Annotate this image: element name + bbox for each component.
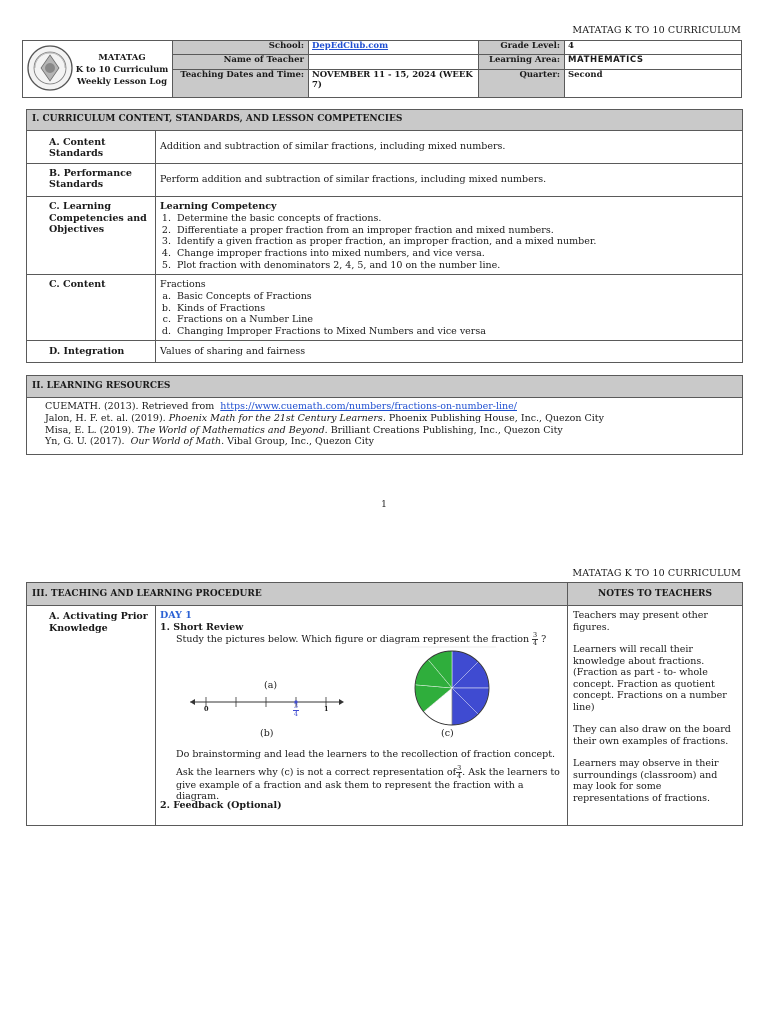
section-1-table (26, 109, 743, 363)
brainstorm-text: Do brainstorming and lead the learners to the recollection of fraction concept. (176, 749, 556, 760)
ask-text: Ask the learners why (c) is not a correct representation of $\frac{3}{4}$ . Ask the learners to (176, 764, 560, 780)
quarter-label: Quarter: (479, 69, 565, 98)
curriculum-label: MATATAG K TO 10 CURRICULUM (572, 25, 741, 36)
content-item (160, 291, 738, 303)
competency-item (160, 236, 738, 248)
competency-item (160, 260, 738, 272)
content-item-text: Basic Concepts of Fractions (177, 290, 312, 302)
competency-item-marker: 5. (161, 259, 171, 271)
school-label: School: (173, 41, 309, 55)
teacher-note: They can also draw on the board their own examples of fractions. (573, 724, 731, 747)
grade-value: 4 (565, 41, 742, 55)
number-line-three-fourths: 3 4 (293, 702, 299, 718)
dates-label: Teaching Dates and Time: (173, 69, 309, 98)
header-info-table (22, 40, 742, 98)
feedback-heading: 2. Feedback (Optional) (160, 800, 282, 811)
content-item-text: Fractions on a Number Line (177, 314, 314, 326)
competency-item (160, 248, 738, 260)
school-link[interactable]: DepEdClub.com (312, 41, 389, 51)
content-item (160, 326, 738, 338)
competency-item-text: Plot fraction with denominators 2, 4, 5, and 10 on the number line. (177, 259, 501, 271)
teacher-value (309, 55, 479, 69)
ask-text-continued: give example of a fraction and ask them to represent the fraction with a diagram. (176, 780, 524, 802)
integration-label: D. Integration (27, 341, 156, 363)
activating-label: A. Activating Prior Knowledge (27, 606, 156, 826)
teacher-label: Name of Teacher (173, 55, 309, 69)
content-item-text: Changing Improper Fractions to Mixed Numbers and vice versa (177, 326, 486, 338)
section-2-title: II. LEARNING RESOURCES (27, 376, 743, 398)
competency-item-text: Differentiate a proper fraction from an improper fraction and mixed numbers. (177, 224, 554, 236)
competency-item-text: Determine the basic concepts of fractions. (177, 212, 382, 224)
reference-2: Jalon, H. F. et. al. (2019). Phoenix Math for the 21st Century Learners. Phoenix Publishing House, Inc., Quezon City (45, 412, 604, 424)
logo-cell (23, 41, 173, 98)
content-item (160, 314, 738, 326)
section-3-title: III. TEACHING AND LEARNING PROCEDURE (27, 583, 568, 606)
competency-item-marker: 2. (161, 224, 171, 236)
competencies-label: C. Learning Competencies and Objectives (27, 197, 156, 275)
dates-value: NOVEMBER 11 - 15, 2024 (WEEK 7) (309, 69, 479, 98)
content-list (160, 291, 738, 338)
competency-list (160, 213, 738, 272)
number-line-one: 1 (324, 705, 329, 713)
reference-1: CUEMATH. (2013). Retrieved from https://www.cuemath.com/numbers/fractions-on-number-line/ (45, 401, 517, 412)
teacher-note: Learners will recall their knowledge about fractions. (Fraction as part - to- whole concept. Fraction as quotient concept. Fractions on a number line) (573, 644, 727, 713)
figure-b-label: (b) (260, 728, 274, 739)
competency-item-text: Identify a given fraction as proper fraction, an improper fraction, and a mixed number. (177, 236, 597, 248)
reference-4-title: Our World of Math (130, 436, 222, 448)
section-3-table (26, 582, 743, 826)
day-label: DAY 1 (160, 610, 192, 621)
section-1-title: I. CURRICULUM CONTENT, STANDARDS, AND LESSON COMPETENCIES (27, 110, 743, 131)
content-standards-label: A. Content Standards (27, 131, 156, 164)
teacher-note: Learners may observe in their surroundings (classroom) and may look for some representations of fractions. (573, 758, 719, 804)
competency-item-marker: 1. (161, 212, 171, 224)
curriculum-label-page-2: MATATAG K TO 10 CURRICULUM (572, 568, 741, 579)
fraction-three-fourths-inline: $\frac{3}{4}$ (457, 764, 462, 780)
competency-item (160, 225, 738, 237)
grade-label: Grade Level: (479, 41, 565, 55)
content-item-text: Kinds of Fractions (177, 302, 266, 314)
reference-4: Yn, G. U. (2017). Our World of Math. Vibal Group, Inc., Quezon City (45, 436, 374, 448)
figure-c-label: (c) (441, 728, 454, 739)
content-standards-text: Addition and subtraction of similar fractions, including mixed numbers. (156, 131, 743, 164)
logo-title-3: Weekly Lesson Log (76, 77, 168, 87)
content-item-marker: b. (161, 302, 171, 314)
resources-cell (27, 398, 743, 455)
deped-seal-icon (26, 44, 74, 92)
content-item-marker: a. (162, 290, 171, 302)
cuemath-link[interactable]: https://www.cuemath.com/numbers/fractions-on-number-line/ (220, 401, 517, 412)
competency-item (160, 213, 738, 225)
competency-heading: Learning Competency (160, 201, 277, 212)
content-cell (156, 275, 743, 341)
competencies-cell (156, 197, 743, 275)
content-item-marker: d. (161, 326, 171, 338)
page-number: 1 (381, 500, 387, 510)
teacher-note: Teachers may present other figures. (573, 610, 708, 633)
reference-3: Misa, E. L. (2019). The World of Mathematics and Beyond. Brilliant Creations Publishing, Inc., Quezon City (45, 424, 563, 436)
area-value: MATHEMATICS (565, 55, 742, 69)
content-label: C. Content (27, 275, 156, 341)
logo-title-2: K to 10 Curriculum (75, 65, 169, 75)
performance-standards-label: B. Performance Standards (27, 164, 156, 197)
reference-2-title: Phoenix Math for the 21st Century Learners (168, 412, 383, 424)
notes-cell (568, 606, 743, 826)
competency-item-marker: 4. (161, 248, 171, 260)
number-line-zero: 0 (204, 705, 209, 713)
quarter-value: Second (565, 69, 742, 98)
content-item (160, 303, 738, 315)
integration-text: Values of sharing and fairness (156, 341, 743, 363)
logo-title-1: MATATAG (98, 53, 146, 63)
content-heading: Fractions (160, 279, 206, 290)
short-review-heading: 1. Short Review (160, 622, 244, 633)
school-value (309, 41, 479, 55)
fraction-three-fourths: $\frac{3}{4}$ (533, 631, 538, 647)
content-item-marker: c. (162, 314, 171, 326)
reference-3-title: The World of Mathematics and Beyond (137, 424, 325, 436)
study-text: Study the pictures below. Which figure or diagram represent the fraction $\frac{3}{4}$ ? (176, 631, 547, 647)
pie-diagram (400, 642, 500, 726)
figure-a-label: (a) (264, 680, 278, 691)
performance-standards-text: Perform addition and subtraction of similar fractions, including mixed numbers. (156, 164, 743, 197)
notes-list (573, 610, 738, 804)
activating-content (156, 606, 568, 826)
competency-item-text: Change improper fractions into mixed numbers, and vice versa. (177, 248, 485, 260)
competency-item-marker: 3. (161, 236, 171, 248)
section-2-table (26, 375, 743, 455)
notes-title: NOTES TO TEACHERS (568, 583, 743, 606)
area-label: Learning Area: (479, 55, 565, 69)
